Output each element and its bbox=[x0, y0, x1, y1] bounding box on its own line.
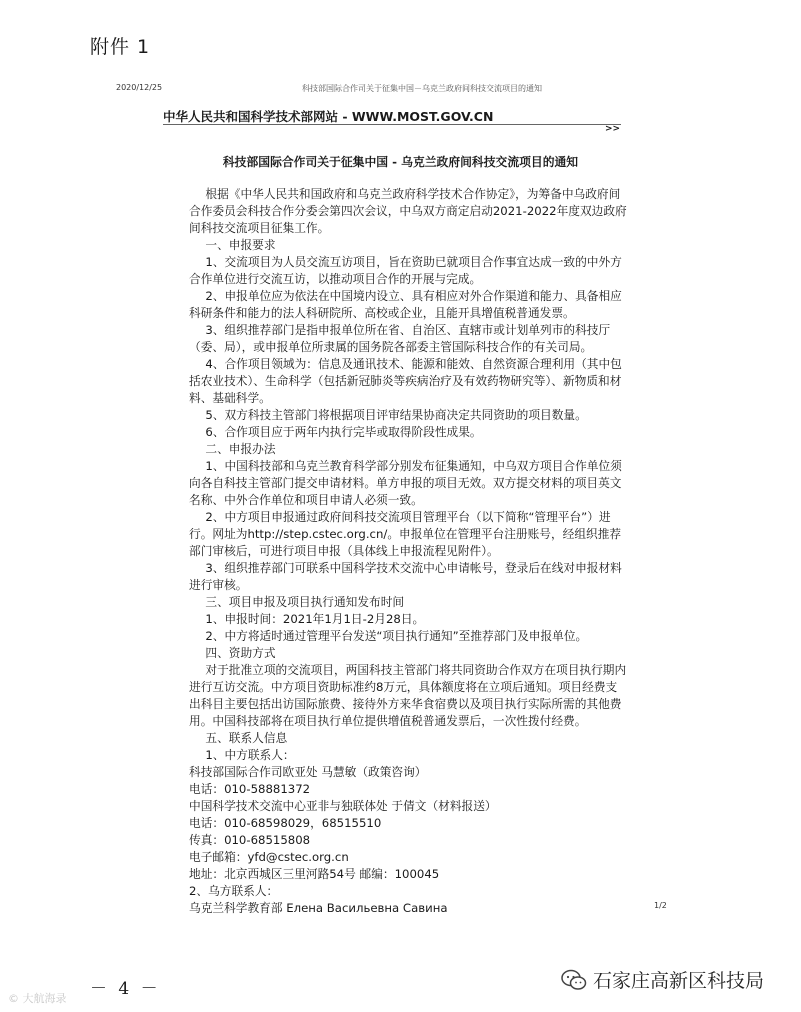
paragraph: 1、交流项目为人员交流互访项目，旨在资助已就项目合作事宜达成一致的中外方合作单位进行交流互访，以推动项目合作的开展与完成。 bbox=[189, 255, 622, 286]
paragraph: 3、组织推荐部门可联系中国科学技术交流中心申请帐号，登录后在线对申报材料进行审核。 bbox=[189, 561, 622, 592]
contact-line: 中国科学技术交流中心亚非与独联体处 于倩文（材料报送） bbox=[189, 799, 497, 813]
paragraph: 2、中方将适时通过管理平台发送“项目执行通知”至推荐部门及申报单位。 bbox=[205, 629, 588, 643]
paragraph: 对于批准立项的交流项目，两国科技主管部门将共同资助合作双方在项目执行期内进行互访交流。中方项目资助标准约8万元，具体额度将在立项后通知。项目经费支出科目主要包括出访国际旅费、接待外方来华食宿费以及项目执行实际所需的其他费用。中国科技部将在项目执行单位提供增值税普通发票后，一次性拨付经费。 bbox=[189, 663, 627, 728]
wechat-icon bbox=[561, 969, 587, 991]
contact-email: 电子邮箱：yfd@cstec.org.cn bbox=[189, 850, 349, 864]
more-link[interactable]: >> bbox=[605, 124, 621, 134]
paragraph: 1、申报时间：2021年1月1日-2月28日。 bbox=[205, 612, 425, 626]
section-heading: 三、项目申报及项目执行通知发布时间 bbox=[205, 595, 405, 609]
header-divider bbox=[163, 124, 621, 125]
document-body bbox=[189, 186, 627, 917]
section-heading: 四、资助方式 bbox=[205, 646, 276, 660]
footer-page-number: － 4 － bbox=[90, 979, 161, 999]
paragraph: 2、申报单位应为依法在中国境内设立、具有相应对外合作渠道和能力、具备相应科研条件和能力的法人科研院所、高校或企业，且能开具增值税普通发票。 bbox=[189, 289, 622, 320]
watermark-right bbox=[561, 966, 764, 993]
watermark-account-name: 石家庄高新区科技局 bbox=[593, 970, 765, 992]
paragraph: 1、中国科技部和乌克兰教育科学部分别发布征集通知，中乌双方项目合作单位须向各自科技主管部门提交申请材料。单方申报的项目无效。双方提交材料的项目英文名称、中外合作单位和项目申请人必须一致。 bbox=[189, 459, 622, 507]
section-heading: 一、申报要求 bbox=[205, 238, 276, 252]
paragraph: 4、合作项目领域为：信息及通讯技术、能源和能效、自然资源合理利用（其中包括农业技术）、生命科学（包括新冠肺炎等疾病治疗及有效药物研究等）、新物质和材料、基础科学。 bbox=[189, 357, 622, 405]
contact-line: 传真：010-68515808 bbox=[189, 833, 311, 847]
print-header-date: 2020/12/25 bbox=[116, 83, 163, 92]
contact-address: 地址：北京西城区三里河路54号 邮编：100045 bbox=[189, 867, 440, 881]
contact-line: 乌克兰科学教育部 Елена Васильевна Савина bbox=[189, 901, 448, 915]
paragraph: 2、中方项目申报通过政府间科技交流项目管理平台（以下简称“管理平台”）进行。网址为http://step.cstec.org.cn/。申报单位在管理平台注册账号，经组织推荐部门审核后，可进行项目申报（具体线上申报流程见附件）。 bbox=[189, 510, 622, 558]
site-name: 中华人民共和国科学技术部网站 - WWW.MOST.GOV.CN bbox=[163, 109, 494, 124]
contact-line: 电话：010-58881372 bbox=[189, 782, 311, 796]
paragraph-intro: 根据《中华人民共和国政府和乌克兰政府科学技术合作协定》，为筹备中乌政府间合作委员会科技合作分委会第四次会议，中乌双方商定启动2021-2022年度双边政府间科技交流项目征集工作。 bbox=[189, 187, 627, 235]
attachment-label: 附件 1 bbox=[90, 36, 151, 58]
print-header-title: 科技部国际合作司关于征集中国－乌克兰政府间科技交流项目的通知 bbox=[302, 84, 542, 93]
contact-line: 科技部国际合作司欧亚处 马慧敏（政策咨询） bbox=[189, 765, 427, 779]
contact-line: 电话：010-68598029，68515510 bbox=[189, 816, 382, 830]
paragraph: 6、合作项目应于两年内执行完毕或取得阶段性成果。 bbox=[205, 425, 482, 439]
paragraph: 3、组织推荐部门是指申报单位所在省、自治区、直辖市或计划单列市的科技厅（委、局），或申报单位所隶属的国务院各部委主管国际科技合作的有关司局。 bbox=[189, 323, 611, 354]
section-heading: 五、联系人信息 bbox=[205, 731, 288, 745]
watermark-left: © 大航海录 bbox=[8, 992, 67, 1005]
section-heading: 二、申报办法 bbox=[205, 442, 276, 456]
document-title: 科技部国际合作司关于征集中国 - 乌克兰政府间科技交流项目的通知 bbox=[222, 155, 579, 169]
contact-line: 2、乌方联系人： bbox=[189, 884, 279, 898]
paragraph: 5、双方科技主管部门将根据项目评审结果协商决定共同资助的项目数量。 bbox=[205, 408, 587, 422]
paragraph: 1、中方联系人： bbox=[205, 748, 295, 762]
page-indicator: 1/2 bbox=[654, 901, 667, 910]
